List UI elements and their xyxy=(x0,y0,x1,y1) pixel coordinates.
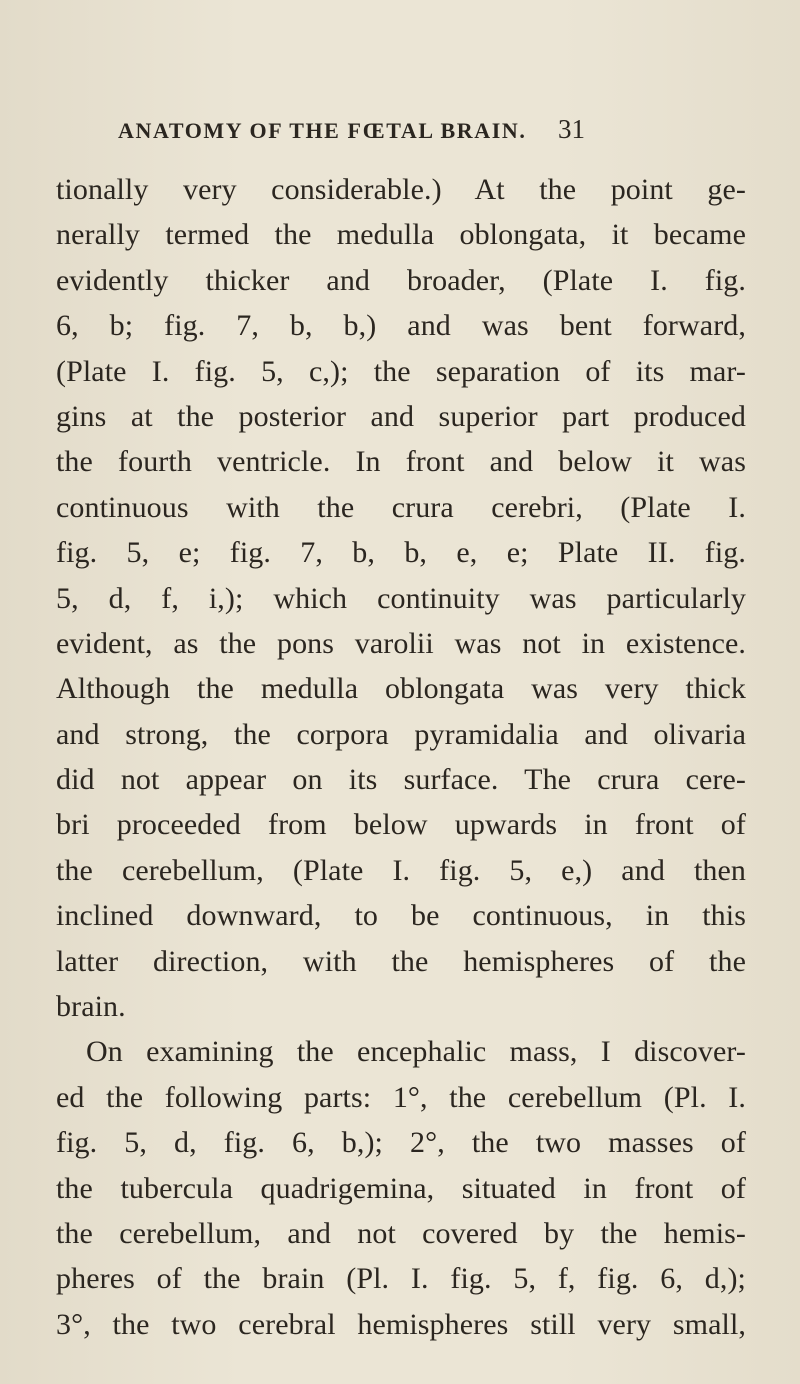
text-line: evidently thicker and broader, (Plate I. fig. xyxy=(56,263,746,297)
running-title: ANATOMY OF THE FŒTAL BRAIN. xyxy=(118,118,527,143)
text-line: brain. xyxy=(56,990,126,1024)
text-line: ed the following parts: 1°, the cerebellum (Pl. I. xyxy=(56,1080,746,1114)
text-line: inclined downward, to be continuous, in this xyxy=(56,899,746,933)
text-line: Although the medulla oblongata was very thick xyxy=(56,672,746,706)
text-line: the tubercula quadrigemina, situated in front of xyxy=(56,1171,746,1205)
text-line: did not appear on its surface. The crura cere- xyxy=(56,763,746,797)
text-line: (Plate I. fig. 5, c,); the separation of its mar- xyxy=(56,354,746,388)
running-head xyxy=(118,114,650,148)
body-text xyxy=(56,167,746,1347)
text-line: nerally termed the medulla oblongata, it became xyxy=(56,218,746,252)
text-line: continuous with the crura cerebri, (Plate I. xyxy=(56,490,746,524)
text-line: bri proceeded from below upwards in front of xyxy=(56,808,746,842)
text-line: pheres of the brain (Pl. I. fig. 5, f, fig. 6, d,); xyxy=(56,1262,746,1296)
text-line: latter direction, with the hemispheres of the xyxy=(56,944,746,978)
text-line: 5, d, f, i,); which continuity was particularly xyxy=(56,581,746,615)
text-line: the cerebellum, and not covered by the hemis- xyxy=(56,1216,746,1250)
text-line: On examining the encephalic mass, I discover- xyxy=(86,1035,746,1069)
text-line: fig. 5, e; fig. 7, b, b, e, e; Plate II. fig. xyxy=(56,536,746,570)
text-line: evident, as the pons varolii was not in existence. xyxy=(56,626,746,660)
text-line: gins at the posterior and superior part produced xyxy=(56,399,746,433)
text-line: and strong, the corpora pyramidalia and olivaria xyxy=(56,717,746,751)
page-number: 31 xyxy=(558,114,585,144)
text-line: tionally very considerable.) At the point ge- xyxy=(56,173,746,206)
text-line: the cerebellum, (Plate I. fig. 5, e,) and then xyxy=(56,853,746,887)
text-line: the fourth ventricle. In front and below it was xyxy=(56,445,746,479)
text-line: 6, b; fig. 7, b, b,) and was bent forward, xyxy=(56,309,746,343)
text-line: fig. 5, d, fig. 6, b,); 2°, the two masses of xyxy=(56,1126,746,1160)
text-line: 3°, the two cerebral hemispheres still very small, xyxy=(56,1307,746,1341)
